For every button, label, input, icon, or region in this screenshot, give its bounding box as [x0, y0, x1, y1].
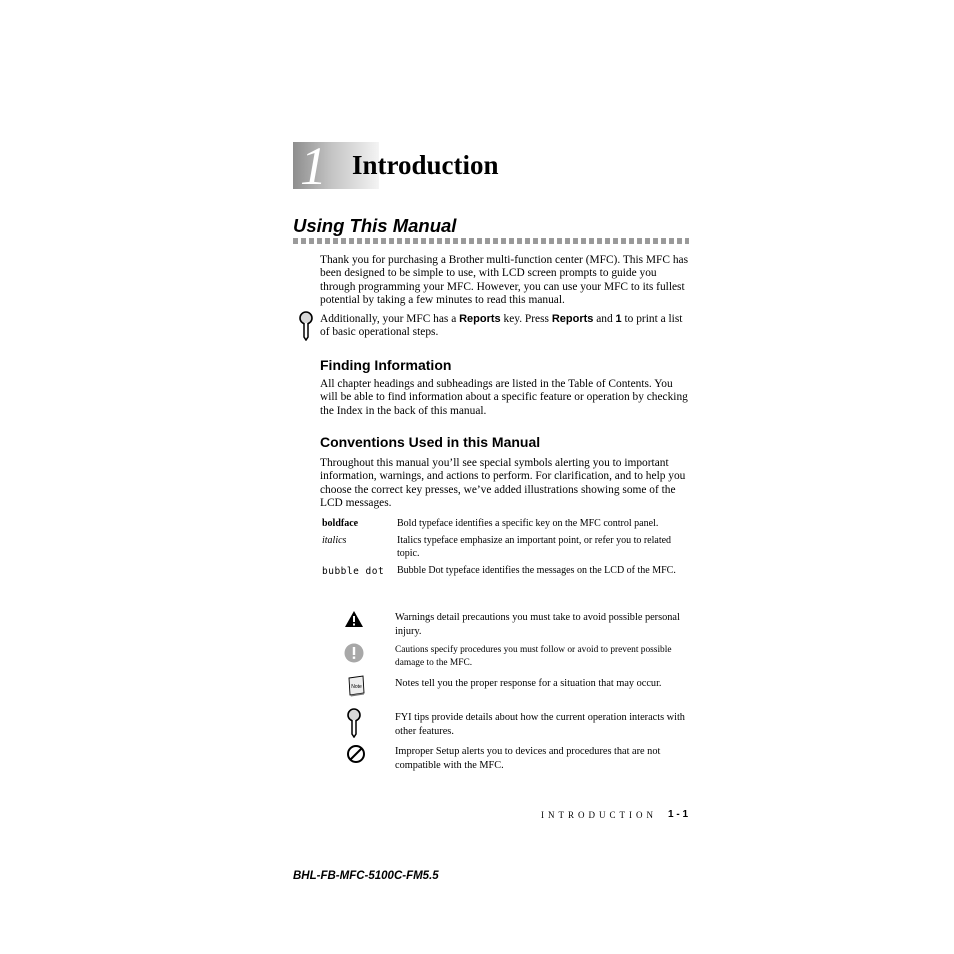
- key-reports: Reports: [551, 313, 594, 325]
- footer-page-number: 1 - 1: [668, 809, 689, 820]
- tip-text: Additionally, your MFC has a Reports key. Press Reports and 1 to print a list of basic operational steps.: [320, 313, 683, 339]
- caution-exclamation-icon: [344, 643, 364, 663]
- chapter-title: Introduction: [352, 150, 499, 180]
- key-one: 1: [615, 313, 622, 325]
- improper-setup-desc: Improper Setup alerts you to devices and procedures that are not compatible with the MFC.: [395, 746, 661, 771]
- footer-document-id: BHL-FB-MFC-5100C-FM5.5: [293, 870, 439, 882]
- fyi-pin-icon: [346, 708, 362, 738]
- fyi-desc: FYI tips provide details about how the current operation interacts with other features.: [395, 712, 685, 737]
- note-icon-label: Note: [351, 684, 362, 690]
- conventions-text: Throughout this manual you’ll see special symbols alerting you to important information, warnings, and actions to perform. For clarification, and to help you choose the correct key presses, we’ve added illustrations showing some of the LCD messages.: [320, 457, 686, 510]
- convention-term: bubble dot: [322, 566, 385, 577]
- convention-term: italics: [322, 535, 347, 546]
- warning-triangle-icon: [344, 610, 364, 628]
- fyi-pin-icon: [298, 311, 314, 341]
- convention-term: boldface: [322, 518, 359, 529]
- convention-desc: Bubble Dot typeface identifies the messages on the LCD of the MFC.: [397, 565, 676, 576]
- footer-section-name: INTRODUCTION: [541, 810, 657, 820]
- caution-desc: Cautions specify procedures you must follow or avoid to prevent possible damage to the MFC.: [395, 645, 672, 668]
- section-title: Using This Manual: [293, 215, 457, 236]
- key-reports: Reports: [459, 313, 501, 325]
- note-desc: Notes tell you the proper response for a situation that may occur.: [395, 678, 662, 689]
- conventions-heading: Conventions Used in this Manual: [320, 434, 541, 450]
- section-divider: [293, 238, 689, 244]
- convention-desc: Bold typeface identifies a specific key on the MFC control panel.: [397, 518, 659, 529]
- prohibited-circle-icon: [346, 744, 366, 764]
- warning-desc: Warnings detail precautions you must take to avoid possible personal injury.: [395, 612, 680, 637]
- chapter-number: 1: [300, 136, 327, 196]
- intro-paragraph: Thank you for purchasing a Brother multi-function center (MFC). This MFC has been designed to be simple to use, with LCD screen prompts to guide you through programming your MFC. However, you can use your MFC to its fullest potential by taking a few minutes to read this manual.: [320, 254, 689, 307]
- convention-desc: Italics typeface emphasize an important point, or refer you to related topic.: [397, 535, 672, 559]
- note-pad-icon: [346, 675, 366, 697]
- finding-heading: Finding Information: [320, 357, 452, 373]
- finding-text: All chapter headings and subheadings are listed in the Table of Contents. You will be able to find information about a specific feature or operation by checking the Index in the back of this manual.: [320, 378, 688, 417]
